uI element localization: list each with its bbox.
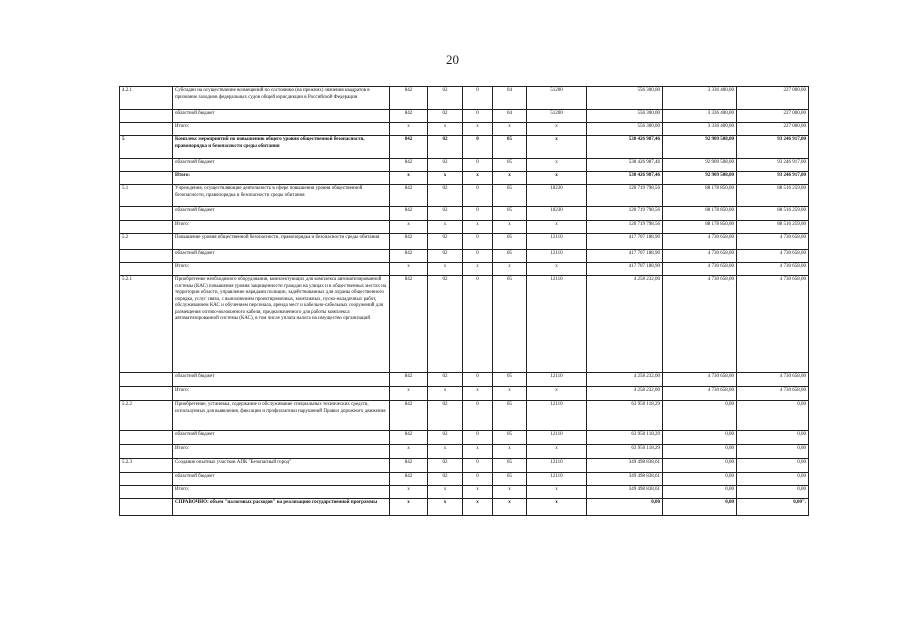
- amount-year-2: 92 909 508,00: [663, 159, 737, 172]
- code-section: 02: [428, 110, 463, 123]
- amount-year-2: 4 730 658,00: [663, 250, 737, 263]
- row-number: 5.1: [120, 185, 173, 207]
- code-subsection: x: [463, 263, 493, 276]
- amount-year-3: 0,00: [737, 459, 809, 473]
- amount-year-3: 88 516 259,00: [737, 221, 809, 234]
- code-section: 02: [428, 250, 463, 263]
- amount-year-1: 349 498 838,61: [587, 486, 663, 499]
- row-number: [120, 445, 173, 459]
- amount-year-1: 4 258 232,00: [587, 276, 663, 373]
- code-target: 12110: [527, 250, 587, 263]
- code-subsection: x: [463, 445, 493, 459]
- row-number: [120, 207, 173, 221]
- amount-year-1: 556 300,00: [587, 87, 663, 110]
- code-target: 12110: [527, 373, 587, 387]
- code-target: 12110: [527, 234, 587, 250]
- code-ministry: x: [390, 445, 428, 459]
- table-row: [120, 159, 809, 172]
- code-program: x: [493, 486, 527, 499]
- code-program: 05: [493, 159, 527, 172]
- amount-year-1: 417 707 188,90: [587, 234, 663, 250]
- row-name: Итого:: [173, 221, 390, 234]
- amount-year-3: 88 516 259,00: [737, 207, 809, 221]
- amount-year-3: 93 246 917,00: [737, 159, 809, 172]
- budget-table: [119, 86, 809, 516]
- amount-year-3: 4 730 658,00: [737, 387, 809, 401]
- code-section: 02: [428, 373, 463, 387]
- row-number: 4.2.1: [120, 87, 173, 110]
- row-name: областной бюджет: [173, 431, 390, 445]
- code-section: x: [428, 172, 463, 185]
- amount-year-2: 0,00: [663, 486, 737, 499]
- row-name: Субсидии на осуществление возмещений по состоянию (на прежних) значения квадратов в признание заходнов федеральных судов общей юрисдикции в Российской Федерации: [173, 87, 390, 110]
- code-section: 02: [428, 185, 463, 207]
- code-ministry: 842: [390, 159, 428, 172]
- table-row: [120, 445, 809, 459]
- row-name: областной бюджет: [173, 373, 390, 387]
- code-ministry: 842: [390, 185, 428, 207]
- code-section: x: [428, 499, 463, 516]
- code-program: 05: [493, 185, 527, 207]
- row-name: Приобретение необходимого оборудования, комплектующих для комплекса автоматизированной системы (КАС) повышения уровня защищенности граждан на улицах и в общественных местах на территории области, управление нарядами полиции, задействованных для охраны общественного порядка, услуг связи, с выполнением проектировочных, монтажных, пуско-наладочных работ, обслуживанием КАС и обучением персонала, аренда мест и кабельно-сабельных сооружений для размещения оптико-волоконного кабеля, предназначенного для работы комплекса автоматизированной системы (КАС), в том числе уплата налога на имущество организаций: [173, 276, 390, 373]
- code-subsection: x: [463, 387, 493, 401]
- amount-year-3: 4 730 658,00: [737, 373, 809, 387]
- code-section: 02: [428, 276, 463, 373]
- amount-year-2: 92 909 508,00: [663, 172, 737, 185]
- code-subsection: 0: [463, 234, 493, 250]
- row-number: 5.2.1: [120, 276, 173, 373]
- code-section: x: [428, 387, 463, 401]
- amount-year-3: 227 000,00: [737, 110, 809, 123]
- amount-year-2: 0,00: [663, 445, 737, 459]
- amount-year-1: 120 719 798,56: [587, 185, 663, 207]
- row-number: 5: [120, 136, 173, 159]
- amount-year-2: 3 336 400,00: [663, 87, 737, 110]
- row-number: [120, 486, 173, 499]
- code-target: x: [527, 263, 587, 276]
- code-subsection: x: [463, 221, 493, 234]
- code-section: 02: [428, 401, 463, 431]
- row-name: Итого:: [173, 123, 390, 136]
- code-section: 02: [428, 473, 463, 486]
- amount-year-3: 227 000,00: [737, 123, 809, 136]
- code-section: x: [428, 486, 463, 499]
- amount-year-1: 4 258 232,00: [587, 373, 663, 387]
- row-number: [120, 123, 173, 136]
- code-program: x: [493, 123, 527, 136]
- code-ministry: 842: [390, 431, 428, 445]
- row-number: 5.2.2: [120, 401, 173, 431]
- code-target: x: [527, 445, 587, 459]
- code-section: 02: [428, 159, 463, 172]
- row-name: Итого:: [173, 172, 390, 185]
- code-target: x: [527, 172, 587, 185]
- code-program: 05: [493, 234, 527, 250]
- code-target: 12110: [527, 473, 587, 486]
- code-section: 02: [428, 207, 463, 221]
- code-program: x: [493, 221, 527, 234]
- code-ministry: 842: [390, 373, 428, 387]
- amount-year-3: 4 730 658,00: [737, 276, 809, 373]
- row-name: Приобретение, установка, содержание и обслуживание специальных технических средств, используемых для выявления, фиксации и профилактики нарушений Правил дорожного движения: [173, 401, 390, 431]
- amount-year-1: 4 258 232,00: [587, 387, 663, 401]
- amount-year-2: 4 730 658,00: [663, 234, 737, 250]
- code-subsection: 0: [463, 276, 493, 373]
- row-name: областной бюджет: [173, 110, 390, 123]
- code-subsection: x: [463, 172, 493, 185]
- code-ministry: 842: [390, 234, 428, 250]
- code-target: 10230: [527, 185, 587, 207]
- row-name: Итого:: [173, 387, 390, 401]
- row-name: областной бюджет: [173, 207, 390, 221]
- code-subsection: 0: [463, 185, 493, 207]
- row-name: СПРАВОЧНО: объем "налоговых расходов" на реализацию государственной программы: [173, 499, 390, 516]
- code-target: 12110: [527, 431, 587, 445]
- amount-year-1: 63 950 118,29: [587, 445, 663, 459]
- row-number: [120, 250, 173, 263]
- code-ministry: 842: [390, 473, 428, 486]
- row-number: [120, 159, 173, 172]
- amount-year-2: 3 336 400,00: [663, 123, 737, 136]
- code-target: x: [527, 387, 587, 401]
- amount-year-3: 0,00: [737, 473, 809, 486]
- amount-year-2: 4 730 658,00: [663, 387, 737, 401]
- code-program: x: [493, 499, 527, 516]
- code-section: x: [428, 123, 463, 136]
- code-subsection: 0: [463, 87, 493, 110]
- row-number: [120, 373, 173, 387]
- code-program: 05: [493, 431, 527, 445]
- code-subsection: 0: [463, 110, 493, 123]
- code-program: x: [493, 387, 527, 401]
- row-number: [120, 431, 173, 445]
- code-program: 05: [493, 250, 527, 263]
- code-ministry: 842: [390, 87, 428, 110]
- code-subsection: x: [463, 123, 493, 136]
- code-ministry: x: [390, 172, 428, 185]
- code-target: 12110: [527, 459, 587, 473]
- table-row: [120, 473, 809, 486]
- amount-year-1: 349 498 838,61: [587, 459, 663, 473]
- table-row: [120, 185, 809, 207]
- table-row: [120, 172, 809, 185]
- row-number: 5.2: [120, 234, 173, 250]
- amount-year-3: 0,00: [737, 445, 809, 459]
- amount-year-1: 120 719 798,56: [587, 207, 663, 221]
- table-row: [120, 373, 809, 387]
- row-name: Комплекс мероприятий по повышению общего уровня общественной безопасности, правопорядка и безопасности среды обитания: [173, 136, 390, 159]
- row-name: Повышение уровня общественной безопасности, правопорядка и безопасности среды обитания: [173, 234, 390, 250]
- amount-year-1: 556 300,00: [587, 123, 663, 136]
- code-program: 05: [493, 373, 527, 387]
- amount-year-2: 88 178 850,00: [663, 185, 737, 207]
- code-target: 51200: [527, 110, 587, 123]
- amount-year-1: 417 707 188,90: [587, 263, 663, 276]
- code-ministry: x: [390, 263, 428, 276]
- code-target: 12110: [527, 401, 587, 431]
- code-target: x: [527, 486, 587, 499]
- code-subsection: 0: [463, 373, 493, 387]
- code-target: x: [527, 159, 587, 172]
- row-name: Создание опытных участков АПК "Безопасный город": [173, 459, 390, 473]
- amount-year-3: 0,00: [737, 486, 809, 499]
- code-section: 02: [428, 234, 463, 250]
- row-number: [120, 110, 173, 123]
- code-subsection: 0: [463, 473, 493, 486]
- row-number: [120, 473, 173, 486]
- row-number: [120, 263, 173, 276]
- code-ministry: x: [390, 123, 428, 136]
- table-row: [120, 221, 809, 234]
- amount-year-3: 0,00: [737, 431, 809, 445]
- row-number: [120, 387, 173, 401]
- code-section: 02: [428, 459, 463, 473]
- table-row: [120, 431, 809, 445]
- amount-year-1: 63 950 118,29: [587, 401, 663, 431]
- amount-year-1: 417 707 188,90: [587, 250, 663, 263]
- code-ministry: x: [390, 387, 428, 401]
- table-row: [120, 276, 809, 373]
- row-name: областной бюджет: [173, 159, 390, 172]
- code-ministry: 842: [390, 207, 428, 221]
- code-program: 05: [493, 207, 527, 221]
- code-section: x: [428, 445, 463, 459]
- code-ministry: 842: [390, 459, 428, 473]
- row-name: Итого:: [173, 486, 390, 499]
- code-subsection: 0: [463, 459, 493, 473]
- code-program: 05: [493, 459, 527, 473]
- code-section: 02: [428, 431, 463, 445]
- amount-year-3: 88 516 259,00: [737, 185, 809, 207]
- code-program: 05: [493, 136, 527, 159]
- code-subsection: 0: [463, 250, 493, 263]
- amount-year-3: 4 730 658,00: [737, 250, 809, 263]
- table-row: [120, 250, 809, 263]
- row-number: [120, 172, 173, 185]
- amount-year-2: 0,00: [663, 431, 737, 445]
- code-program: 04: [493, 110, 527, 123]
- code-section: x: [428, 221, 463, 234]
- code-section: x: [428, 263, 463, 276]
- code-program: 05: [493, 401, 527, 431]
- code-target: 12110: [527, 276, 587, 373]
- code-program: 05: [493, 276, 527, 373]
- row-name: Итого:: [173, 445, 390, 459]
- row-name: областной бюджет: [173, 250, 390, 263]
- row-name: Итого:: [173, 263, 390, 276]
- table-body: [120, 87, 809, 516]
- amount-year-1: 63 950 118,29: [587, 431, 663, 445]
- code-program: x: [493, 172, 527, 185]
- row-number: 5.2.3: [120, 459, 173, 473]
- code-subsection: 0: [463, 401, 493, 431]
- amount-year-2: 4 730 658,00: [663, 263, 737, 276]
- table-row: [120, 459, 809, 473]
- code-program: x: [493, 263, 527, 276]
- table-row: [120, 401, 809, 431]
- code-ministry: 842: [390, 250, 428, 263]
- amount-year-2: 92 909 508,00: [663, 136, 737, 159]
- amount-year-1: 556 300,00: [587, 110, 663, 123]
- code-subsection: x: [463, 499, 493, 516]
- table-row: [120, 207, 809, 221]
- amount-year-3: 0,00".: [737, 499, 809, 516]
- amount-year-3: 0,00: [737, 401, 809, 431]
- table-row: [120, 387, 809, 401]
- amount-year-1: 538 426 987,46: [587, 172, 663, 185]
- code-target: x: [527, 499, 587, 516]
- code-subsection: x: [463, 486, 493, 499]
- amount-year-1: 0,00: [587, 499, 663, 516]
- code-section: 02: [428, 136, 463, 159]
- amount-year-1: 538 426 987,46: [587, 136, 663, 159]
- row-name: областной бюджет: [173, 473, 390, 486]
- code-target: 51200: [527, 87, 587, 110]
- amount-year-2: 4 730 658,00: [663, 373, 737, 387]
- table-row: [120, 87, 809, 110]
- amount-year-3: 93 246 917,00: [737, 136, 809, 159]
- table-row: [120, 486, 809, 499]
- amount-year-3: 4 730 658,00: [737, 263, 809, 276]
- page-number: 20: [446, 52, 459, 67]
- code-ministry: 842: [390, 110, 428, 123]
- row-number: [120, 221, 173, 234]
- code-target: x: [527, 221, 587, 234]
- table-row: [120, 234, 809, 250]
- amount-year-3: 93 246 917,00: [737, 172, 809, 185]
- code-program: 04: [493, 87, 527, 110]
- table-row: [120, 110, 809, 123]
- amount-year-2: 88 178 850,00: [663, 221, 737, 234]
- amount-year-2: 88 178 850,00: [663, 207, 737, 221]
- amount-year-2: 4 730 658,00: [663, 276, 737, 373]
- code-target: x: [527, 123, 587, 136]
- amount-year-3: 4 730 658,00: [737, 234, 809, 250]
- code-section: 02: [428, 87, 463, 110]
- code-subsection: 0: [463, 207, 493, 221]
- amount-year-2: 0,00: [663, 473, 737, 486]
- code-ministry: 842: [390, 276, 428, 373]
- code-subsection: 0: [463, 136, 493, 159]
- code-program: 05: [493, 473, 527, 486]
- amount-year-2: 0,00: [663, 499, 737, 516]
- code-ministry: x: [390, 499, 428, 516]
- table-row: [120, 136, 809, 159]
- code-program: x: [493, 445, 527, 459]
- code-subsection: 0: [463, 159, 493, 172]
- code-target: x: [527, 136, 587, 159]
- row-name: Учреждения, осуществляющие деятельность в сфере повышения уровня общественной безопасности, правопорядка и безопасности среды обитания: [173, 185, 390, 207]
- code-ministry: 842: [390, 401, 428, 431]
- code-ministry: x: [390, 221, 428, 234]
- amount-year-1: 349 498 838,61: [587, 473, 663, 486]
- amount-year-1: 120 719 798,56: [587, 221, 663, 234]
- code-subsection: 0: [463, 431, 493, 445]
- code-ministry: 842: [390, 136, 428, 159]
- code-ministry: x: [390, 486, 428, 499]
- code-target: 10230: [527, 207, 587, 221]
- amount-year-3: 227 000,00: [737, 87, 809, 110]
- table-row: [120, 263, 809, 276]
- amount-year-2: 3 336 400,00: [663, 110, 737, 123]
- table-row: [120, 499, 809, 516]
- amount-year-2: 0,00: [663, 401, 737, 431]
- amount-year-1: 538 426 987,46: [587, 159, 663, 172]
- table-row: [120, 123, 809, 136]
- row-number: [120, 499, 173, 516]
- amount-year-2: 0,00: [663, 459, 737, 473]
